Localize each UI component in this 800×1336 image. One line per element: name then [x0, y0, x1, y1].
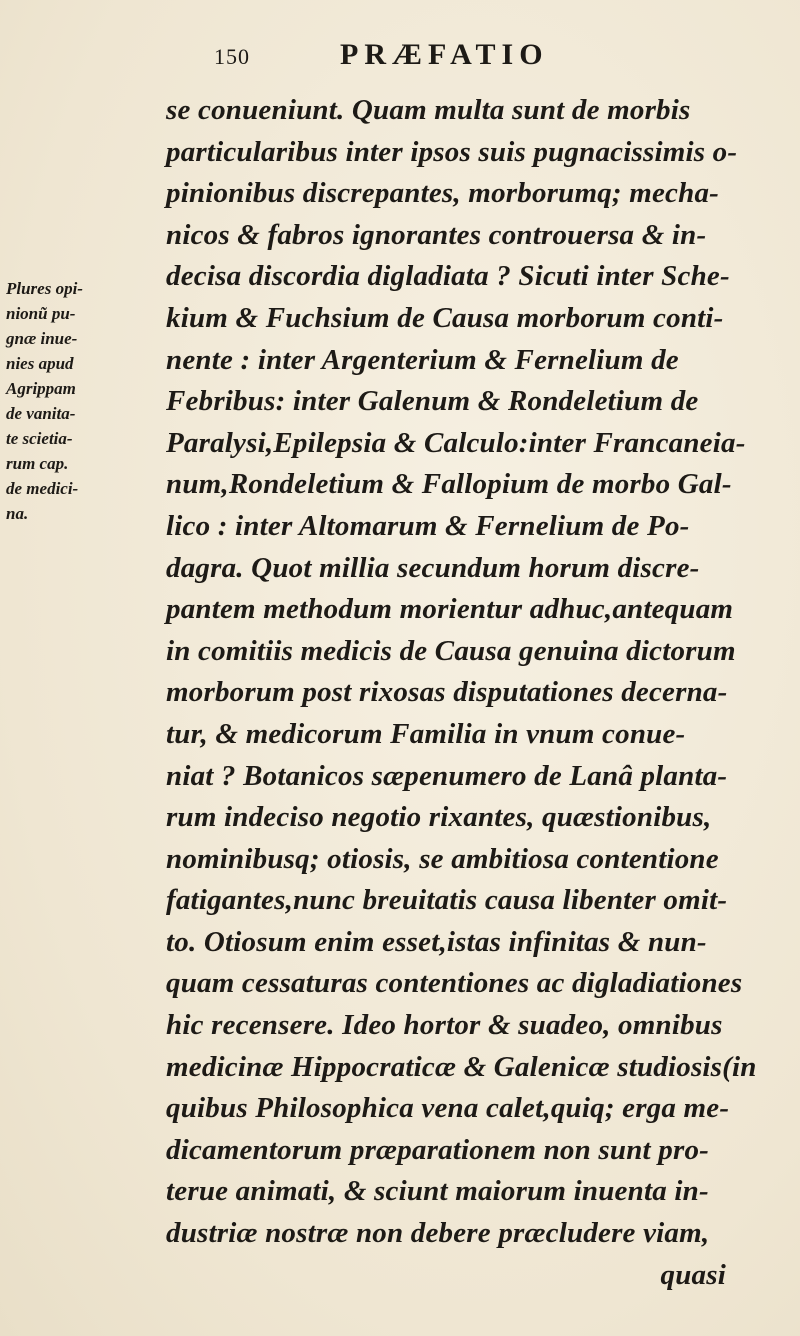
catchword: quasi — [660, 1258, 726, 1291]
text-line: pantem methodum morientur adhuc,antequam — [166, 593, 734, 626]
marginal-note-line: nionũ pu- — [6, 304, 76, 323]
text-line: decisa discordia digladiata ? Sicuti inter Sche- — [166, 260, 730, 293]
page-heading: PRÆFATIO — [340, 38, 549, 71]
text-line: nente : inter Argenterium & Fernelium de — [166, 343, 679, 376]
text-line: dicamentorum præparationem non sunt pro- — [166, 1133, 709, 1166]
body-text — [166, 90, 766, 1296]
marginal-note-line: Agrippam — [6, 379, 76, 398]
text-line: lico : inter Altomarum & Fernelium de Po- — [166, 509, 690, 542]
text-line: num,Rondeletium & Fallopium de morbo Gal- — [166, 468, 732, 501]
text-line: terue animati, & sciunt maiorum inuenta in- — [166, 1175, 709, 1208]
text-line: Paralysi,Epilepsia & Calculo:inter Francaneia- — [166, 426, 746, 459]
text-line: rum indeciso negotio rixantes, quæstionibus, — [166, 801, 712, 834]
text-line: dagra. Quot millia secundum horum discre- — [166, 551, 700, 584]
marginal-note-line: na. — [6, 504, 29, 523]
text-line: to. Otiosum enim esset,istas infinitas & nun- — [166, 925, 707, 958]
marginal-note-line: gnæ inue- — [6, 329, 78, 348]
text-line: nicos & fabros ignorantes controuersa & in- — [166, 218, 707, 251]
text-line: in comitiis medicis de Causa genuina dictorum — [166, 634, 736, 667]
text-line: quibus Philosophica vena calet,quiq; erga me- — [166, 1092, 730, 1125]
marginal-note-line: de vanita- — [6, 404, 76, 423]
marginal-note-line: nies apud — [6, 354, 74, 373]
marginal-note-line: rum cap. — [6, 454, 69, 473]
text-line: tur, & medicorum Familia in vnum conue- — [166, 717, 686, 750]
marginal-note — [6, 276, 156, 526]
marginal-note-line: te scietia- — [6, 429, 73, 448]
text-line: quam cessaturas contentiones ac digladiationes — [166, 967, 743, 1000]
text-line: dustriæ nostræ non debere præcludere viam, — [166, 1217, 710, 1250]
text-line: medicinæ Hippocraticæ & Galenicæ studiosis(in — [166, 1050, 757, 1083]
marginal-note-line: Plures opi- — [6, 279, 83, 298]
running-head — [0, 38, 800, 78]
text-line: morborum post rixosas disputationes decerna- — [166, 676, 728, 709]
text-line: fatigantes,nunc breuitatis causa libenter omit- — [166, 884, 728, 917]
text-line: particularibus inter ipsos suis pugnacissimis o- — [166, 135, 738, 168]
text-line: se conueniunt. Quam multa sunt de morbis — [166, 94, 691, 126]
text-line: hic recensere. Ideo hortor & suadeo, omnibus — [166, 1009, 723, 1042]
text-line: pinionibus discrepantes, morborumq; mecha- — [166, 177, 720, 210]
text-line: kium & Fuchsium de Causa morborum conti- — [166, 301, 724, 334]
text-line: Febribus: inter Galenum & Rondeletium de — [166, 385, 699, 418]
text-line: niat ? Botanicos sæpenumero de Lanâ planta- — [166, 759, 728, 792]
page-number: 150 — [214, 44, 250, 69]
marginal-note-line: de medici- — [6, 479, 79, 498]
text-line: nominibusq; otiosis, se ambitiosa contentione — [166, 842, 719, 875]
